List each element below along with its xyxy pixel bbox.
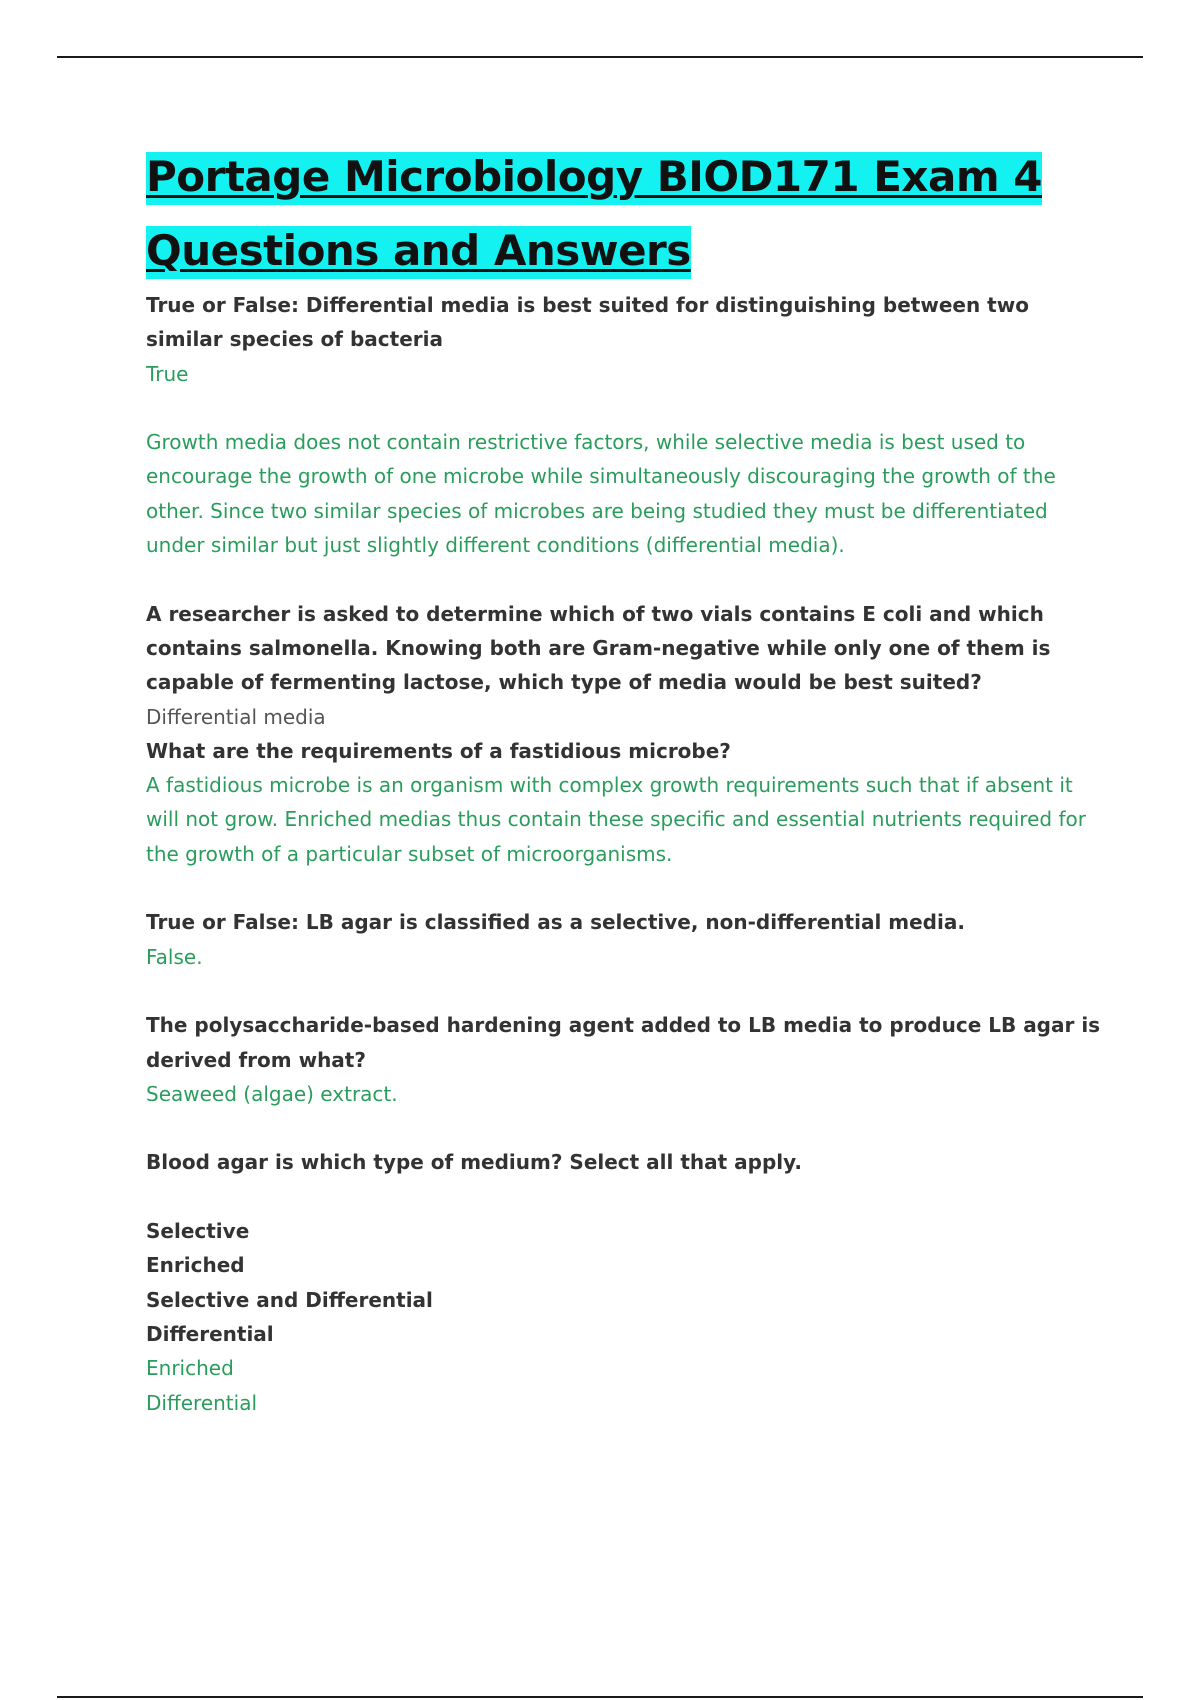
answer-3: A fastidious microbe is an organism with complex growth requirements such that if absent it will not grow. Enriched medias thus contain these specific and essential nutrients required for the growth of a particular subset of microorganisms. [146, 773, 1086, 866]
question-3: What are the requirements of a fastidious microbe? [146, 738, 731, 763]
answer-5: Seaweed (algae) extract. [146, 1081, 398, 1106]
answer-2: Differential media [146, 704, 326, 729]
question-2: A researcher is asked to determine which of two vials contains E coli and which contains salmonella. Knowing both are Gram-negative while only one of them is capable of fermenting lactose, which type of media would be best suited? [146, 601, 1051, 695]
answer-1-explanation: Growth media does not contain restrictive factors, while selective media is best used to encourage the growth of one microbe while simultaneously discouraging the growth of the other. Since two similar species of microbes are being studied they must be differentiated under similar but just slightly different conditions (differential media). [146, 430, 1056, 558]
question-6: Blood agar is which type of medium? Select all that apply. [146, 1150, 802, 1175]
answer-6: Differential [146, 1390, 258, 1415]
answer-1: True [146, 361, 189, 386]
answer-6: Enriched [146, 1356, 234, 1381]
question-6-option: Selective and Differential [146, 1287, 433, 1312]
question-5: The polysaccharide-based hardening agent added to LB media to produce LB agar is derived from what? [146, 1013, 1101, 1072]
bottom-rule [57, 1696, 1143, 1698]
question-6-option: Differential [146, 1321, 274, 1346]
title-line-2: Questions and Answers [146, 226, 691, 279]
question-6-option: Enriched [146, 1253, 245, 1278]
answer-4: False. [146, 944, 203, 969]
title-line-1: Portage Microbiology BIOD171 Exam 4 [146, 152, 1042, 205]
document-body [146, 140, 1106, 1420]
top-rule [57, 56, 1143, 58]
qa-list [146, 288, 1106, 1420]
question-1: True or False: Differential media is best suited for distinguishing between two similar species of bacteria [146, 293, 1029, 352]
question-4: True or False: LB agar is classified as a selective, non-differential media. [146, 910, 965, 935]
question-6-option: Selective [146, 1219, 250, 1244]
document-title [146, 140, 1106, 288]
